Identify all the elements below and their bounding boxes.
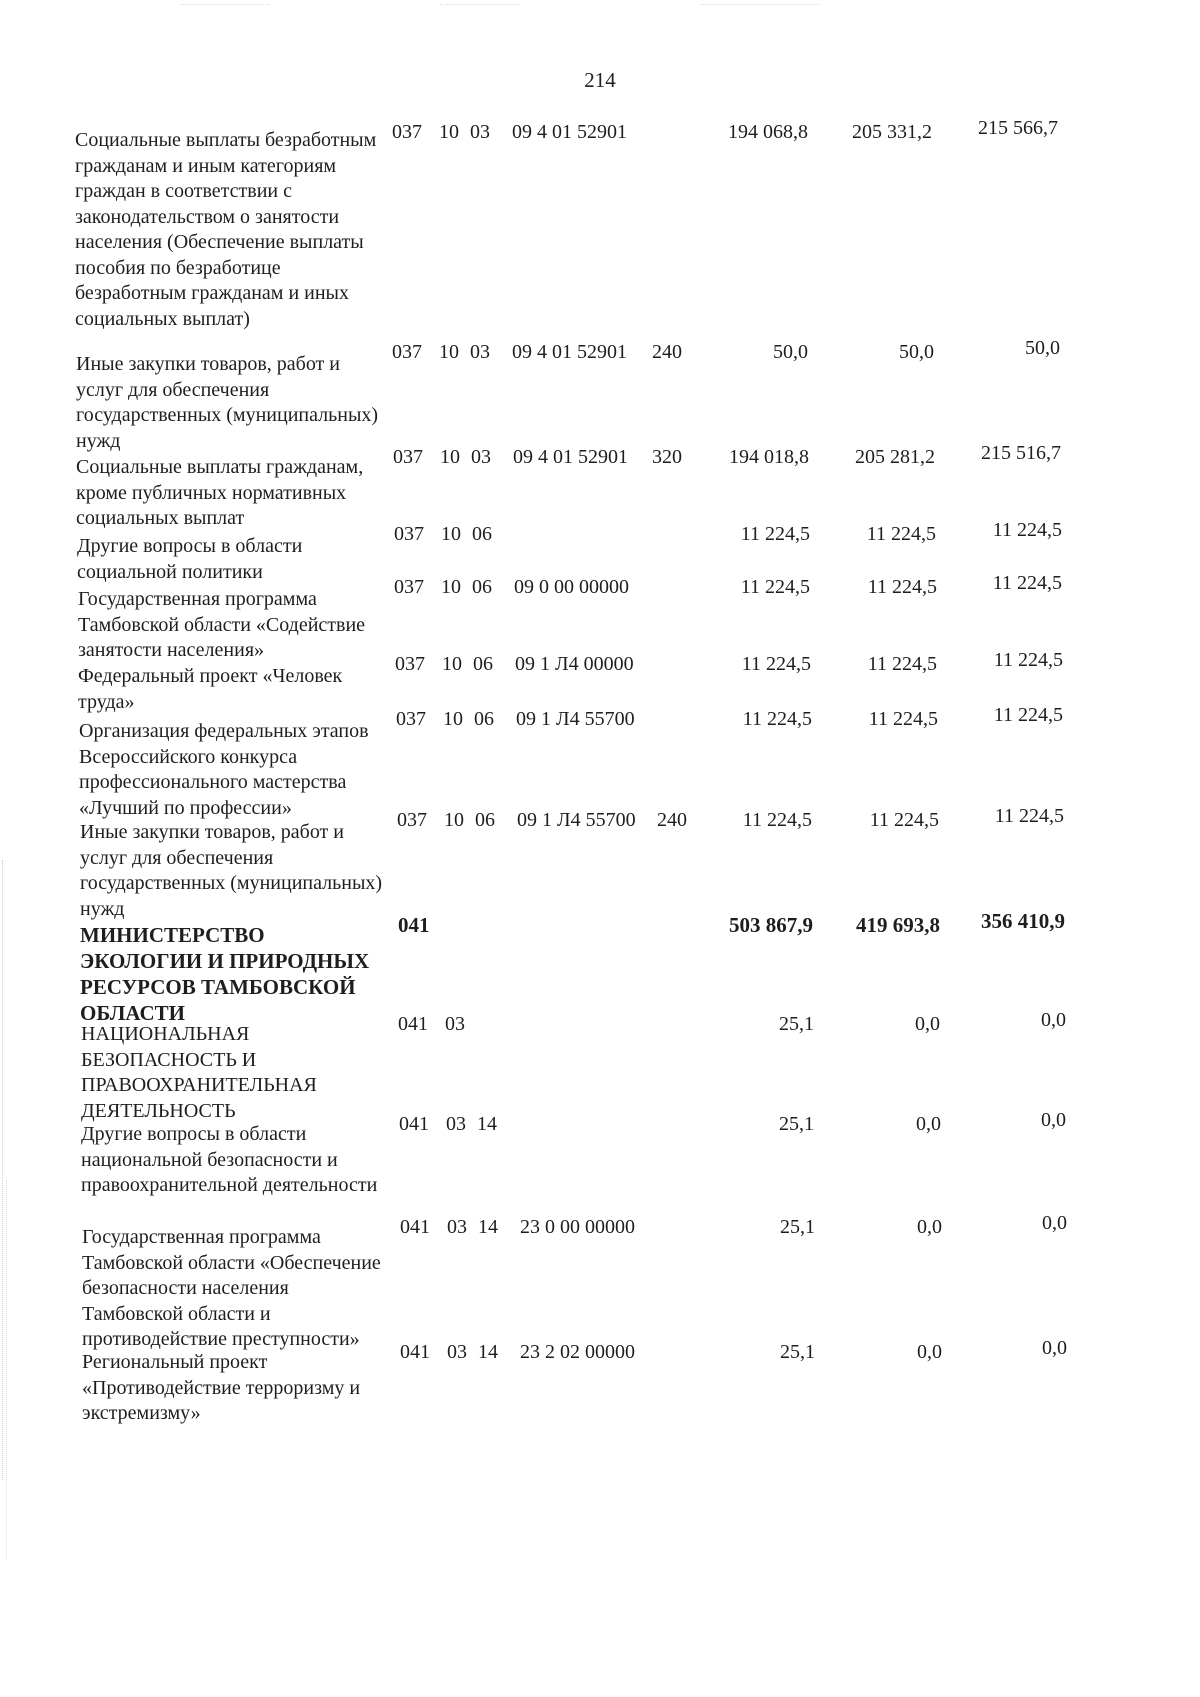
amount-year-3: 11 224,5 [993, 649, 1063, 671]
section-code: 03 [447, 1216, 467, 1238]
ministry-code: 037 [392, 121, 422, 143]
section-code: 03 [447, 1341, 467, 1363]
amount-year-3: 11 224,5 [993, 704, 1063, 726]
row-name: Государственная программа Тамбовской области «Содействие занятости населения» [78, 588, 366, 661]
amount-year-2: 205 331,2 [852, 121, 932, 143]
ministry-code: 041 [400, 1216, 430, 1238]
target-article-code: 09 0 00 00000 [514, 576, 629, 598]
row-name: Организация федеральных этапов Всероссийского конкурса профессионального мастерства «Лучший по профессии» [79, 720, 369, 819]
row-name: Социальные выплаты гражданам, кроме публичных нормативных социальных выплат [76, 456, 364, 529]
subsection-code: 06 [474, 708, 494, 730]
row-name: Иные закупки товаров, работ и услуг для обеспечения государственных (муниципальных) нужд [76, 353, 379, 452]
target-article-code: 23 0 00 00000 [520, 1216, 635, 1238]
subsection-code: 06 [475, 809, 495, 831]
section-code: 10 [442, 653, 462, 675]
subsection-code: 06 [472, 523, 492, 545]
amount-year-1: 11 224,5 [741, 653, 811, 675]
section-code: 10 [441, 576, 461, 598]
amount-year-3: 11 224,5 [992, 572, 1062, 594]
section-code: 10 [444, 809, 464, 831]
amount-year-1: 25,1 [779, 1013, 814, 1035]
amount-year-1: 11 224,5 [742, 809, 812, 831]
amount-year-1: 25,1 [780, 1341, 815, 1363]
section-code: 10 [441, 523, 461, 545]
row-name: Другие вопросы в области социальной политики [77, 535, 303, 583]
amount-year-2: 205 281,2 [855, 446, 935, 468]
row-name: Другие вопросы в области национальной безопасности и правоохранительной деятельности [81, 1123, 378, 1196]
subsection-code: 03 [471, 446, 491, 468]
amount-year-1: 11 224,5 [742, 708, 812, 730]
ministry-code: 037 [396, 708, 426, 730]
row-name: Региональный проект «Противодействие терроризму и экстремизму» [82, 1351, 361, 1424]
ministry-code: 041 [398, 1013, 428, 1035]
amount-year-1: 503 867,9 [729, 913, 813, 937]
subsection-code: 14 [478, 1341, 498, 1363]
amount-year-2: 11 224,5 [869, 809, 939, 831]
amount-year-3: 11 224,5 [992, 519, 1062, 541]
row-name: Государственная программа Тамбовской области «Обеспечение безопасности населения Тамбовской области и противодействие преступности» [82, 1226, 381, 1350]
amount-year-1: 194 018,8 [729, 446, 809, 468]
page-number: 214 [584, 68, 616, 92]
section-code: 10 [439, 341, 459, 363]
ministry-code: 041 [399, 1113, 429, 1135]
target-article-code: 09 1 Л4 00000 [515, 653, 634, 675]
amount-year-2: 11 224,5 [868, 708, 938, 730]
scan-artifact [440, 4, 520, 6]
amount-year-1: 25,1 [779, 1113, 814, 1135]
target-article-code: 09 1 Л4 55700 [516, 708, 635, 730]
amount-year-2: 0,0 [917, 1216, 942, 1238]
row-name: Социальные выплаты безработным гражданам и иным категориям граждан в соответствии с законодательством о занятости населения (Обеспечение выплаты пособия по безработице безработным гражданам и иных социальных выплат) [75, 129, 377, 330]
amount-year-3: 0,0 [1042, 1212, 1067, 1234]
amount-year-2: 0,0 [916, 1113, 941, 1135]
target-article-code: 09 1 Л4 55700 [517, 809, 636, 831]
target-article-code: 09 4 01 52901 [512, 341, 627, 363]
subsection-code: 06 [473, 653, 493, 675]
amount-year-2: 11 224,5 [866, 523, 936, 545]
amount-year-1: 194 068,8 [728, 121, 808, 143]
ministry-code: 037 [393, 446, 423, 468]
section-code: 03 [446, 1113, 466, 1135]
subsection-code: 03 [470, 341, 490, 363]
ministry-code: 037 [394, 523, 424, 545]
scan-artifact [6, 1180, 8, 1560]
expense-type-code: 240 [657, 809, 687, 831]
amount-year-3: 0,0 [1041, 1109, 1066, 1131]
expense-type-code: 240 [652, 341, 682, 363]
row-name: НАЦИОНАЛЬНАЯ БЕЗОПАСНОСТЬ И ПРАВООХРАНИТЕЛЬНАЯ ДЕЯТЕЛЬНОСТЬ [81, 1023, 317, 1122]
amount-year-1: 25,1 [780, 1216, 815, 1238]
section-code: 10 [443, 708, 463, 730]
scan-artifact [700, 4, 820, 6]
amount-year-2: 0,0 [917, 1341, 942, 1363]
row-name: МИНИСТЕРСТВО ЭКОЛОГИИ И ПРИРОДНЫХ РЕСУРСОВ ТАМБОВСКОЙ ОБЛАСТИ [80, 923, 370, 1025]
row-name: Иные закупки товаров, работ и услуг для обеспечения государственных (муниципальных) нужд [80, 821, 383, 920]
ministry-code: 041 [398, 913, 430, 937]
amount-year-1: 11 224,5 [740, 523, 810, 545]
scan-artifact [2, 860, 4, 1480]
ministry-code: 041 [400, 1341, 430, 1363]
scan-artifact [180, 4, 270, 6]
ministry-code: 037 [397, 809, 427, 831]
target-article-code: 23 2 02 00000 [520, 1341, 635, 1363]
section-code: 10 [439, 121, 459, 143]
section-code: 10 [440, 446, 460, 468]
amount-year-1: 11 224,5 [740, 576, 810, 598]
amount-year-3: 0,0 [1041, 1009, 1066, 1031]
subsection-code: 14 [478, 1216, 498, 1238]
expense-type-code: 320 [652, 446, 682, 468]
amount-year-2: 0,0 [915, 1013, 940, 1035]
amount-year-3: 0,0 [1042, 1337, 1067, 1359]
ministry-code: 037 [395, 653, 425, 675]
target-article-code: 09 4 01 52901 [512, 121, 627, 143]
amount-year-2: 419 693,8 [856, 913, 940, 937]
subsection-code: 06 [472, 576, 492, 598]
amount-year-3: 356 410,9 [981, 909, 1065, 933]
amount-year-2: 50,0 [899, 341, 934, 363]
amount-year-2: 11 224,5 [867, 653, 937, 675]
ministry-code: 037 [394, 576, 424, 598]
target-article-code: 09 4 01 52901 [513, 446, 628, 468]
amount-year-1: 50,0 [773, 341, 808, 363]
amount-year-2: 11 224,5 [867, 576, 937, 598]
section-code: 03 [445, 1013, 465, 1035]
amount-year-3: 11 224,5 [994, 805, 1064, 827]
row-name: Федеральный проект «Человек труда» [78, 665, 343, 713]
amount-year-3: 215 516,7 [981, 442, 1061, 464]
ministry-code: 037 [392, 341, 422, 363]
amount-year-3: 50,0 [1025, 337, 1060, 359]
subsection-code: 14 [477, 1113, 497, 1135]
subsection-code: 03 [470, 121, 490, 143]
amount-year-3: 215 566,7 [978, 117, 1058, 139]
